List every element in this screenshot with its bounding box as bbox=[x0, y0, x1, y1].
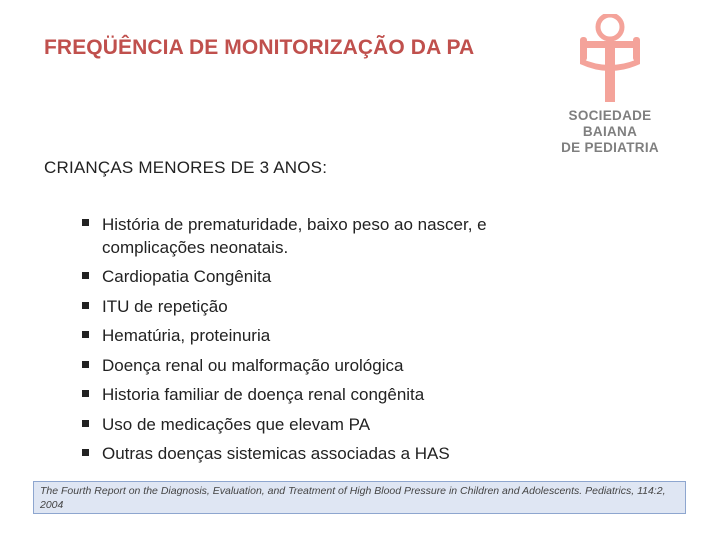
list-item-text: Cardiopatia Congênita bbox=[102, 267, 272, 286]
list-item bbox=[82, 351, 582, 381]
list-item bbox=[82, 410, 582, 440]
bullet-icon bbox=[82, 449, 89, 456]
list-item bbox=[82, 262, 582, 292]
list-item-text: ITU de repetição bbox=[102, 296, 228, 316]
list-item-text: Uso de medicações que elevam PA bbox=[102, 414, 371, 434]
logo-text bbox=[556, 108, 664, 156]
list-item-text: Historia familiar de doença renal congênita bbox=[102, 385, 425, 404]
list-item bbox=[82, 212, 582, 262]
bullet-icon bbox=[82, 390, 89, 397]
bullet-icon bbox=[82, 219, 89, 226]
list-item bbox=[82, 292, 582, 322]
bullet-icon bbox=[82, 331, 89, 338]
criteria-list bbox=[82, 212, 582, 469]
logo-line-3: DE PEDIATRIA bbox=[561, 140, 659, 155]
list-item bbox=[82, 380, 582, 410]
list-item-text: Outras doenças sistemicas associadas a HAS bbox=[102, 444, 450, 463]
list-item-text: Hematúria, proteinuria bbox=[102, 326, 271, 345]
bullet-icon bbox=[82, 420, 89, 427]
bullet-icon bbox=[82, 361, 89, 368]
section-subtitle: CRIANÇAS MENORES DE 3 ANOS: bbox=[44, 158, 328, 177]
slide-title: FREQÜÊNCIA DE MONITORIZAÇÃO DA PA bbox=[44, 36, 475, 59]
list-item bbox=[82, 439, 582, 469]
bullet-icon bbox=[82, 272, 89, 279]
sbp-logo-icon bbox=[578, 14, 642, 104]
logo-line-2: BAIANA bbox=[582, 124, 638, 139]
list-item-text: Doença renal ou malformação urológica bbox=[102, 355, 404, 375]
bullet-icon bbox=[82, 302, 89, 309]
list-item-text: História de prematuridade, baixo peso ao nascer, e complicações neonatais. bbox=[102, 215, 487, 257]
sbp-logo bbox=[556, 14, 664, 159]
reference-citation: The Fourth Report on the Diagnosis, Evaluation, and Treatment of High Blood Pressure in Children and Adolescents. Pediatrics, 114:2, 2004 bbox=[33, 481, 686, 514]
logo-line-1: SOCIEDADE bbox=[568, 108, 652, 123]
list-item bbox=[82, 321, 582, 351]
